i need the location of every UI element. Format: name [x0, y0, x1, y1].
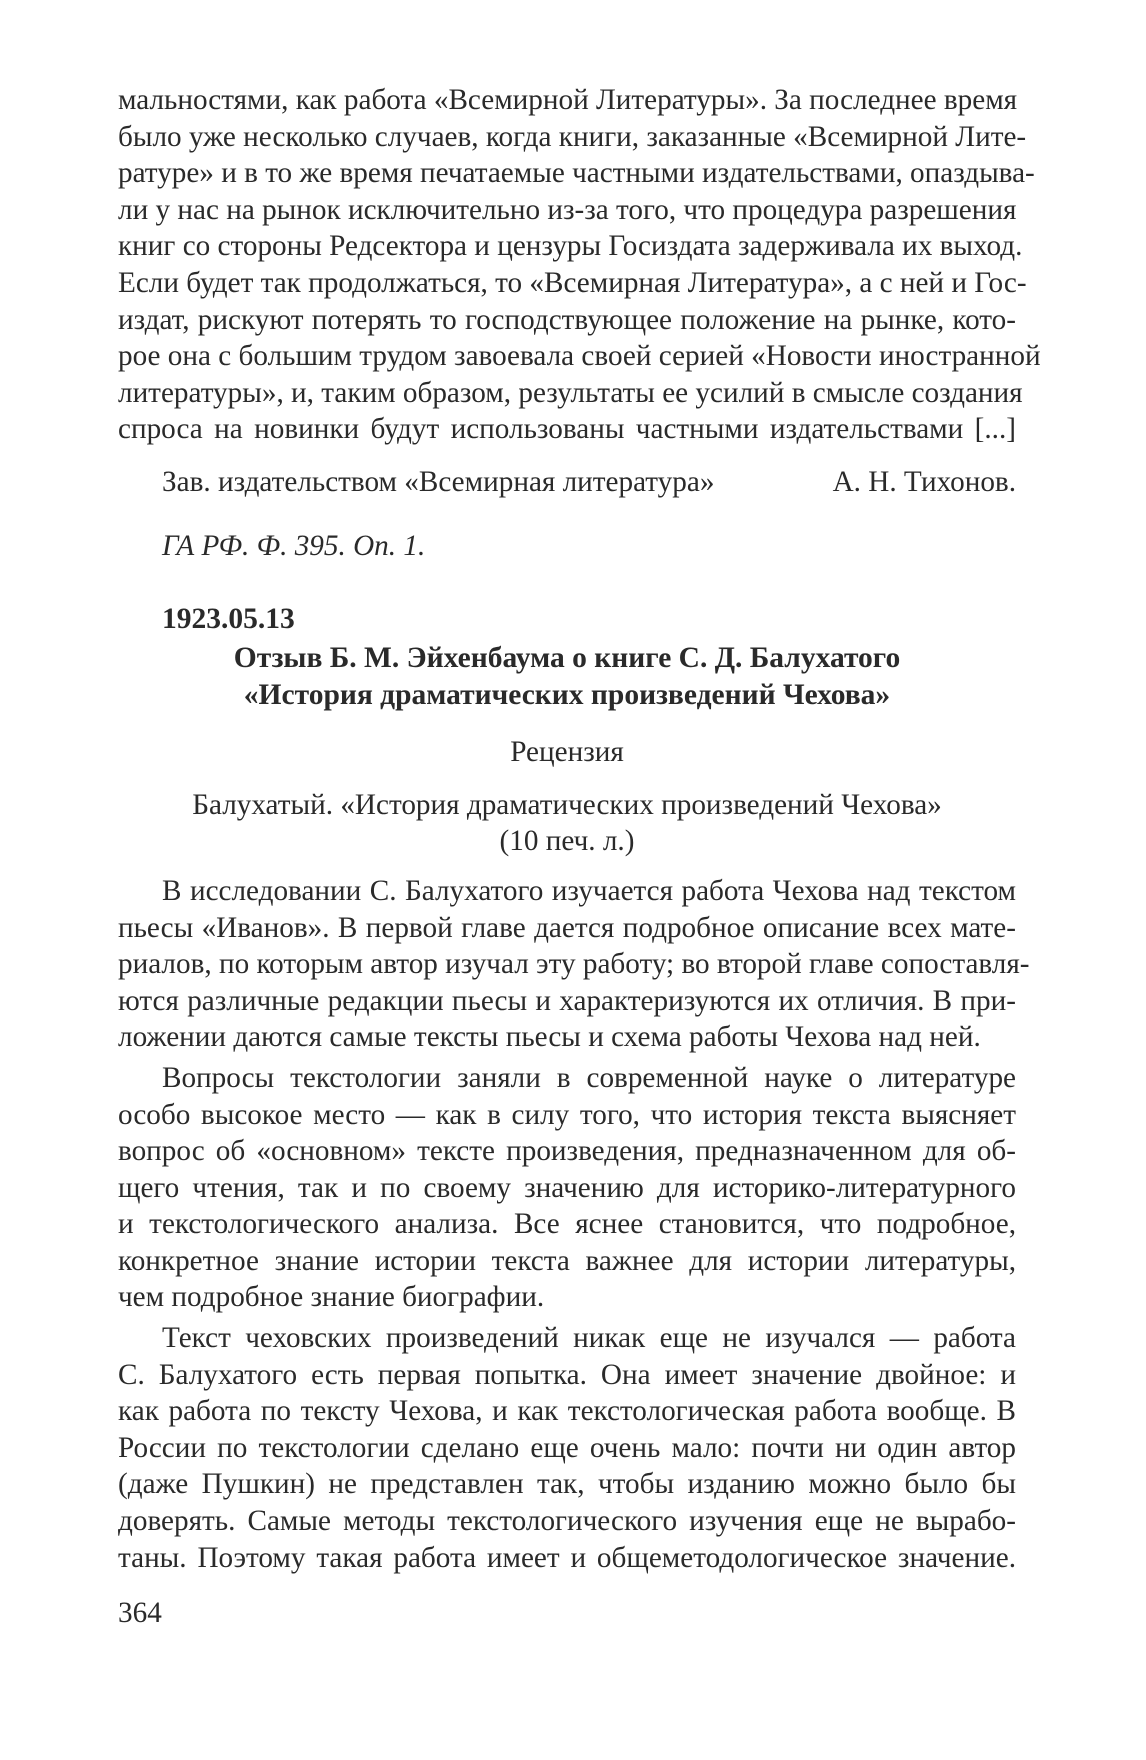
document-title-line: Отзыв Б. М. Эйхенбаума о книге С. Д. Балухатого: [233, 641, 901, 674]
signature: [118, 464, 1016, 500]
text-line: С. Балухатого есть первая попытка. Она имеет значение двойное: и: [118, 1358, 1016, 1391]
text-line: России по текстологии сделано еще очень мало: почти ни один автор: [118, 1431, 1016, 1464]
text-line: и текстологического анализа. Все яснее становится, что подробное,: [118, 1208, 1016, 1241]
text-line: конкретное знание истории текста важнее для истории литературы,: [118, 1244, 1016, 1277]
signature-position: Зав. издательством «Всемирная литература»: [162, 465, 715, 498]
text-line: Вопросы текстологии заняли в современной науке о литературе: [162, 1061, 1016, 1094]
text-line: ратуре» и в то же время печатаемые частными издательствами, опаздыва-: [118, 157, 1035, 190]
paragraph: [118, 1320, 1016, 1576]
review-subject-line: Балухатый. «История драматических произведений Чехова»: [192, 788, 942, 821]
text-line: рое она с большим трудом завоевала своей серией «Новости иностранной: [118, 340, 1041, 373]
text-line: чем подробное знание биографии.: [118, 1281, 545, 1314]
document-title: [118, 640, 1016, 714]
text-line: (даже Пушкин) не представлен так, чтобы изданию можно было бы: [118, 1468, 1016, 1501]
paragraph: [118, 873, 1030, 1056]
text-line: ложении даются самые тексты пьесы и схема работы Чехова над ней.: [118, 1021, 981, 1054]
text-line: вопрос об «основном» тексте произведения, предназначенном для об-: [118, 1135, 1016, 1168]
signature-name: А. Н. Тихонов.: [832, 465, 1016, 498]
text-line: пьесы «Иванов». В первой главе дается подробное описание всех мате-: [118, 911, 1016, 944]
text-line: спроса на новинки будут использованы частными издательствами [...]: [118, 413, 1016, 446]
text-line: доверять. Самые методы текстологического изучения еще не вырабо-: [118, 1505, 1016, 1538]
text-line: риалов, по которым автор изучал эту работу; во второй главе сопоставля-: [118, 948, 1030, 981]
text-line: книг со стороны Редсектора и цензуры Госиздата задерживала их выход.: [118, 230, 1023, 263]
text-line: особо высокое место — как в силу того, что история текста выясняет: [118, 1098, 1016, 1131]
archive-reference: ГА РФ. Ф. 395. Оп. 1.: [162, 529, 426, 562]
text-line: таны. Поэтому такая работа имеет и общеметодологическое значение.: [118, 1541, 1016, 1574]
text-line: было уже несколько случаев, когда книги, заказанные «Всемирной Лите-: [118, 120, 1027, 153]
review-subject: [118, 787, 1016, 859]
text-line: Если будет так продолжаться, то «Всемирная Литература», а с ней и Гос-: [118, 266, 1027, 299]
text-line: литературы», и, таким образом, результаты ее усилий в смысле создания: [118, 376, 1023, 409]
text-line: издат, рискуют потерять то господствующее положение на рынке, кото-: [118, 303, 1016, 336]
text-line: ли у нас на рынок исключительно из-за того, что процедура разрешения: [118, 193, 1017, 226]
review-body: [118, 873, 1030, 1576]
page-number: 364: [118, 1597, 162, 1629]
document-title-line: «История драматических произведений Чехова»: [243, 678, 891, 711]
text-line: ются различные редакции пьесы и характеризуются их отличия. В при-: [118, 984, 1016, 1017]
text-line: как работа по тексту Чехова, и как текстологическая работа вообще. В: [118, 1395, 1016, 1428]
text-line: щего чтения, так и по своему значению для историко-литературного: [118, 1171, 1016, 1204]
text-line: мальностями, как работа «Всемирной Литературы». За последнее время: [118, 84, 1018, 116]
intro-paragraph: [118, 82, 1041, 448]
paragraph: [118, 1060, 1016, 1316]
document-genre: Рецензия: [510, 735, 624, 768]
document-date: 1923.05.13: [162, 602, 295, 635]
review-subject-line: (10 печ. л.): [499, 824, 635, 857]
text-line: Текст чеховских произведений никак еще не изучался — работа: [162, 1322, 1016, 1355]
page: [118, 82, 1041, 1580]
text-line: В исследовании С. Балухатого изучается работа Чехова над текстом: [162, 874, 1016, 907]
